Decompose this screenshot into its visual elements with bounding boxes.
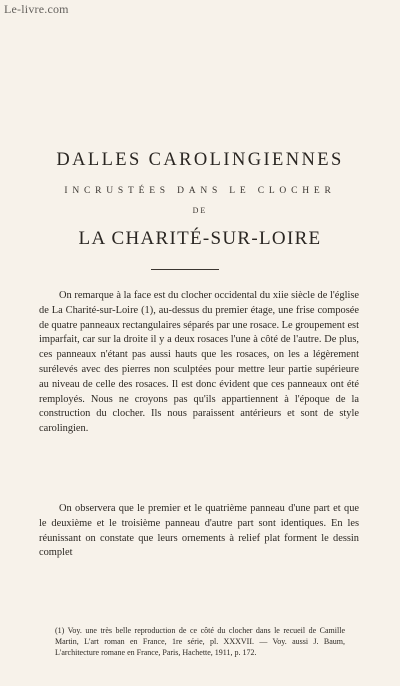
body-paragraph-2: On observera que le premier et le quatrième panneau d'une part et que le deuxième et le troisième panneau d'autre part sont identiques. En les réunissant on constate que leurs ornements à relief plat forment le dessin complet [39, 503, 359, 559]
article-subtitle: INCRUSTÉES DANS LE CLOCHER [64, 186, 336, 196]
watermark: Le-livre.com [4, 2, 69, 16]
body-paragraph-1: On remarque à la face est du clocher occidental du xiie siècle de l'église de La Charité-sur-Loire (1), au-dessus du premier étage, une frise composée de quatre panneaux rectangulaires séparés par une rosace. Le groupement est imparfait, car sur la droite il y a deux rosaces l'une à côté de l'autre. De plus, ces panneaux n'étant pas aussi hauts que les rosaces, on les a légèrement surélevés avec des pierres non sculptées pour mettre leur partie supérieure au niveau de celle des rosaces. Il est donc évident que ces panneaux ont été remployés. Nous ne croyons pas qu'ils appartiennent à l'époque de la construction du clocher. Ils nous paraissent antérieurs et sont de style carolingien. [39, 290, 359, 435]
article-title: DALLES CAROLINGIENNES [56, 150, 344, 170]
place-heading: LA CHARITÉ-SUR-LOIRE [78, 228, 322, 249]
title-separator-rule [151, 269, 219, 270]
footnote: (1) Voy. une très belle reproduction de ce côté du clocher dans le recueil de Camille Martin, L'art roman en France, 1re série, pl. XXXVII. — Voy. aussi J. Baum, L'architecture romane en France, Paris, Hachette, 1911, p. 172. [55, 626, 345, 657]
title-connector: DE [192, 206, 208, 215]
